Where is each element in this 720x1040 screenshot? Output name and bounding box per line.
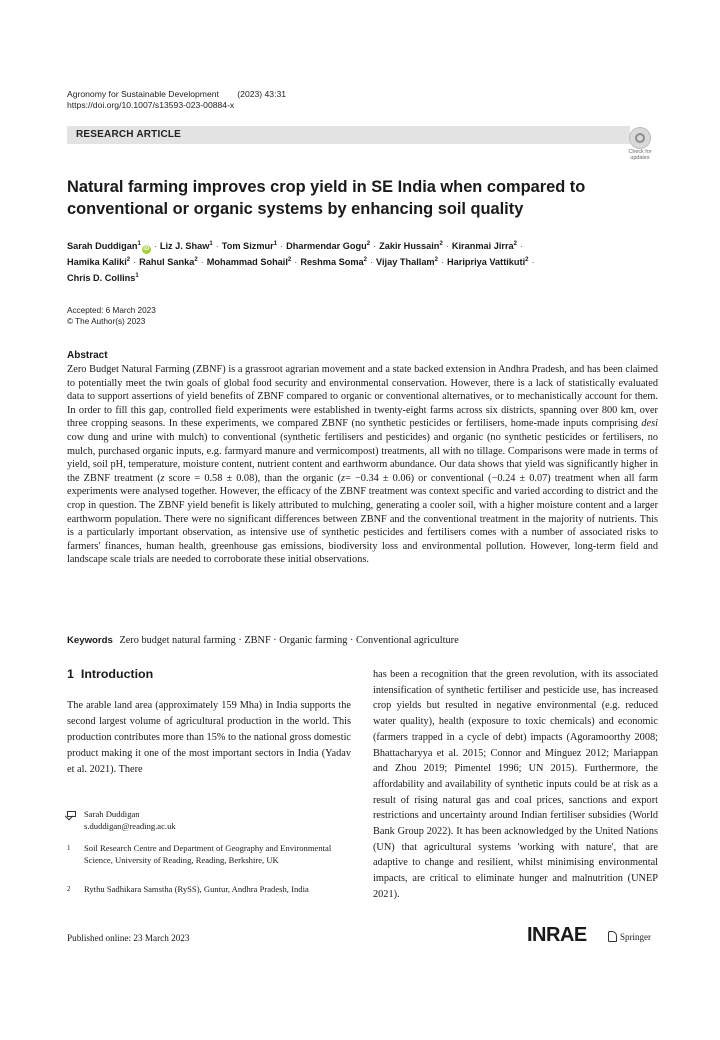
author-affiliation-mark: 2 — [525, 257, 529, 263]
check-updates-icon — [629, 127, 651, 149]
author-name[interactable]: Dharmendar Gogu — [286, 241, 367, 251]
author-affiliation-mark: 2 — [194, 257, 198, 263]
author-name[interactable]: Haripriya Vattikuti — [447, 257, 526, 267]
keywords-text: Zero budget natural farming · ZBNF · Organic farming · Conventional agriculture — [119, 635, 459, 646]
author-list — [67, 238, 627, 286]
author-affiliation-mark: 1 — [209, 241, 213, 247]
intro-column-right: has been a recognition that the green revolution, with its associated intensification of synthetic fertiliser and pesticide use, has increased crop yields but resulted in negative environmental (e.g. reduced water quality), health (exposure to toxic chemicals) and economic (farmers trapped in a cycle of debt) impacts (Agoramoorthy 2008; Bhattacharyya et al. 2015; Connor and Mínguez 2012; Mariappan and Zhou 2019; Pimentel 1996; UN 2015). Furthermore, the affordability and availability of synthetic inputs could be at risk as a result of rising natural gas and coal prices, sanctions and export restrictions and uncertainty around Indian fertiliser subsidies (World Bank Group 2022). It has been acknowledged by the United Nations (UN) that agricultural systems 'working with nature', that are adaptive to change and resilient, whilst minimising environmental impacts, are critical to eliminate hunger and malnutrition (UNEP 2021). — [373, 669, 658, 900]
author-separator: · — [373, 241, 377, 251]
article-title: Natural farming improves crop yield in SE India when compared to conventional or organic systems by enhancing soil quality — [67, 178, 586, 218]
author-name[interactable]: Vijay Thallam — [376, 257, 435, 267]
springer-logo: Springer — [608, 931, 651, 942]
accepted-date: Accepted: 6 March 2023 — [67, 306, 156, 315]
article-type: RESEARCH ARTICLE — [76, 129, 182, 140]
envelope-icon — [67, 809, 81, 821]
check-updates-label: Check for updates — [628, 149, 652, 161]
affiliation-2: 2 Rythu Sadhikara Samstha (RySS), Guntur, Andhra Pradesh, India — [67, 884, 309, 894]
author-name[interactable]: Chris D. Collins — [67, 273, 136, 283]
journal-header — [67, 89, 286, 111]
author-affiliation-mark: 1 — [273, 241, 278, 247]
doi-link[interactable]: https://doi.org/10.1007/s13593-023-00884-x — [67, 100, 235, 110]
author-separator: · — [369, 257, 374, 267]
author-affiliation-mark: 2 — [439, 241, 443, 247]
springer-horse-icon — [608, 931, 617, 942]
check-for-updates-badge[interactable] — [622, 127, 658, 167]
journal-volume: (2023) 43:31 — [237, 89, 287, 99]
author-name[interactable]: Tom Sizmur — [221, 241, 274, 251]
article-dates — [67, 306, 156, 327]
author-affiliation-mark: 1 — [137, 241, 141, 247]
section-heading-introduction: 1 Introduction — [67, 667, 154, 681]
author-separator: · — [215, 241, 219, 251]
author-separator: · — [133, 257, 137, 267]
orcid-icon[interactable]: iD — [143, 246, 150, 252]
author-separator: · — [294, 257, 298, 267]
author-affiliation-mark: 2 — [513, 241, 517, 247]
copyright-line: © The Author(s) 2023 — [67, 316, 146, 326]
author-name[interactable]: Sarah Duddigan — [67, 241, 138, 251]
author-affiliation-mark: 2 — [434, 257, 438, 263]
author-name[interactable]: Hamika Kaliki — [67, 257, 127, 267]
published-online-date: Published online: 23 March 2023 — [67, 933, 190, 943]
journal-name: Agronomy for Sustainable Development — [67, 89, 219, 99]
keywords-label: Keywords — [67, 635, 113, 646]
intro-column-left: The arable land area (approximately 159 Mha) in India supports the second largest volume of agricultural production in the world. This production contributes more than 15% to the national gross domestic product making it one of the most important sectors in India (Yadav et al. 2021). There — [67, 700, 351, 775]
author-affiliation-mark: 2 — [366, 241, 371, 247]
author-separator: · — [280, 241, 284, 251]
author-separator: · — [153, 241, 157, 251]
corresponding-author-name: Sarah Duddigan — [84, 809, 140, 819]
inrae-logo: INRAE — [527, 924, 587, 946]
corresponding-author-email[interactable]: s.duddigan@reading.ac.uk — [84, 820, 176, 831]
author-name[interactable]: Liz J. Shaw — [159, 241, 210, 251]
affiliation-1: 1 Soil Research Centre and Department of Geography and Environmental Science, University of Reading, Reading, Berkshire, UK — [67, 843, 332, 865]
abstract-body: Zero Budget Natural Farming (ZBNF) is a grassroot agrarian movement and a state backed extension in Andhra Pradesh, and has been claimed to potentially meet the twin goals of global food security and environmental conservation. However, there is a lack of statistically evaluated data to support assertions of yield benefits of ZBNF compared to organic or conventional alternatives, or to mechanistically account for them. In order to fill this gap, controlled field experiments were established in twenty-eight farms across six districts, spanning over 800 km, over three cropping seasons. In these experiments, we compared ZBNF (no synthetic pesticides or fertilisers, home-made inputs comprising desi cow dung and urine with mulch) to conventional (synthetic fertilisers and pesticides) and organic (no synthetic pesticides or fertilisers, no mulch, purchased organic inputs, e.g. farmyard manure and vermicompost) treatments, all with no tillage. Comparisons were made in terms of yield, soil pH, temperature, moisture content, nutrient content and earthworm abundance. Our data shows that yield was significantly higher in the ZBNF treatment (z score = 0.58 ± 0.08), than the organic (z= −0.34 ± 0.06) or conventional (−0.24 ± 0.07) treatment when all farm experiments were analysed together. However, the efficacy of the ZBNF treatment was context specific and varied according to district and the crop in question. The ZBNF yield benefit is likely attributed to mulching, generating a cooler soil, with a higher moisture content and a larger earthworm population. There were no significant differences between ZBNF and the conventional treatment in the majority of nutrients. This is a particularly important observation, as intensive use of synthetic pesticides and fertilisers comes with a number of associated risks to farmers' finances, human health, greenhouse gas emissions, biodiversity loss and environmental pollution. However, long-term field and landscape scale trials are needed to corroborate these initial observations. — [67, 364, 658, 566]
corresponding-author-note — [67, 809, 351, 832]
author-affiliation-mark: 2 — [126, 257, 131, 263]
author-name[interactable]: Reshma Soma — [300, 257, 364, 267]
article-type-bar — [67, 126, 630, 144]
author-name[interactable]: Rahul Sanka — [139, 257, 195, 267]
author-name[interactable]: Mohammad Sohail — [206, 257, 288, 267]
author-affiliation-mark: 2 — [363, 257, 367, 263]
author-separator: · — [445, 241, 449, 251]
author-separator: · — [519, 241, 524, 251]
author-separator: · — [440, 257, 445, 267]
author-name[interactable]: Zakir Hussain — [379, 241, 440, 251]
author-separator: · — [200, 257, 204, 267]
keywords — [67, 634, 658, 647]
author-separator: · — [531, 257, 535, 267]
author-affiliation-mark: 2 — [287, 257, 292, 263]
author-name[interactable]: Kiranmai Jirra — [451, 241, 514, 251]
author-affiliation-mark: 1 — [135, 273, 139, 279]
abstract-heading: Abstract — [67, 350, 108, 361]
